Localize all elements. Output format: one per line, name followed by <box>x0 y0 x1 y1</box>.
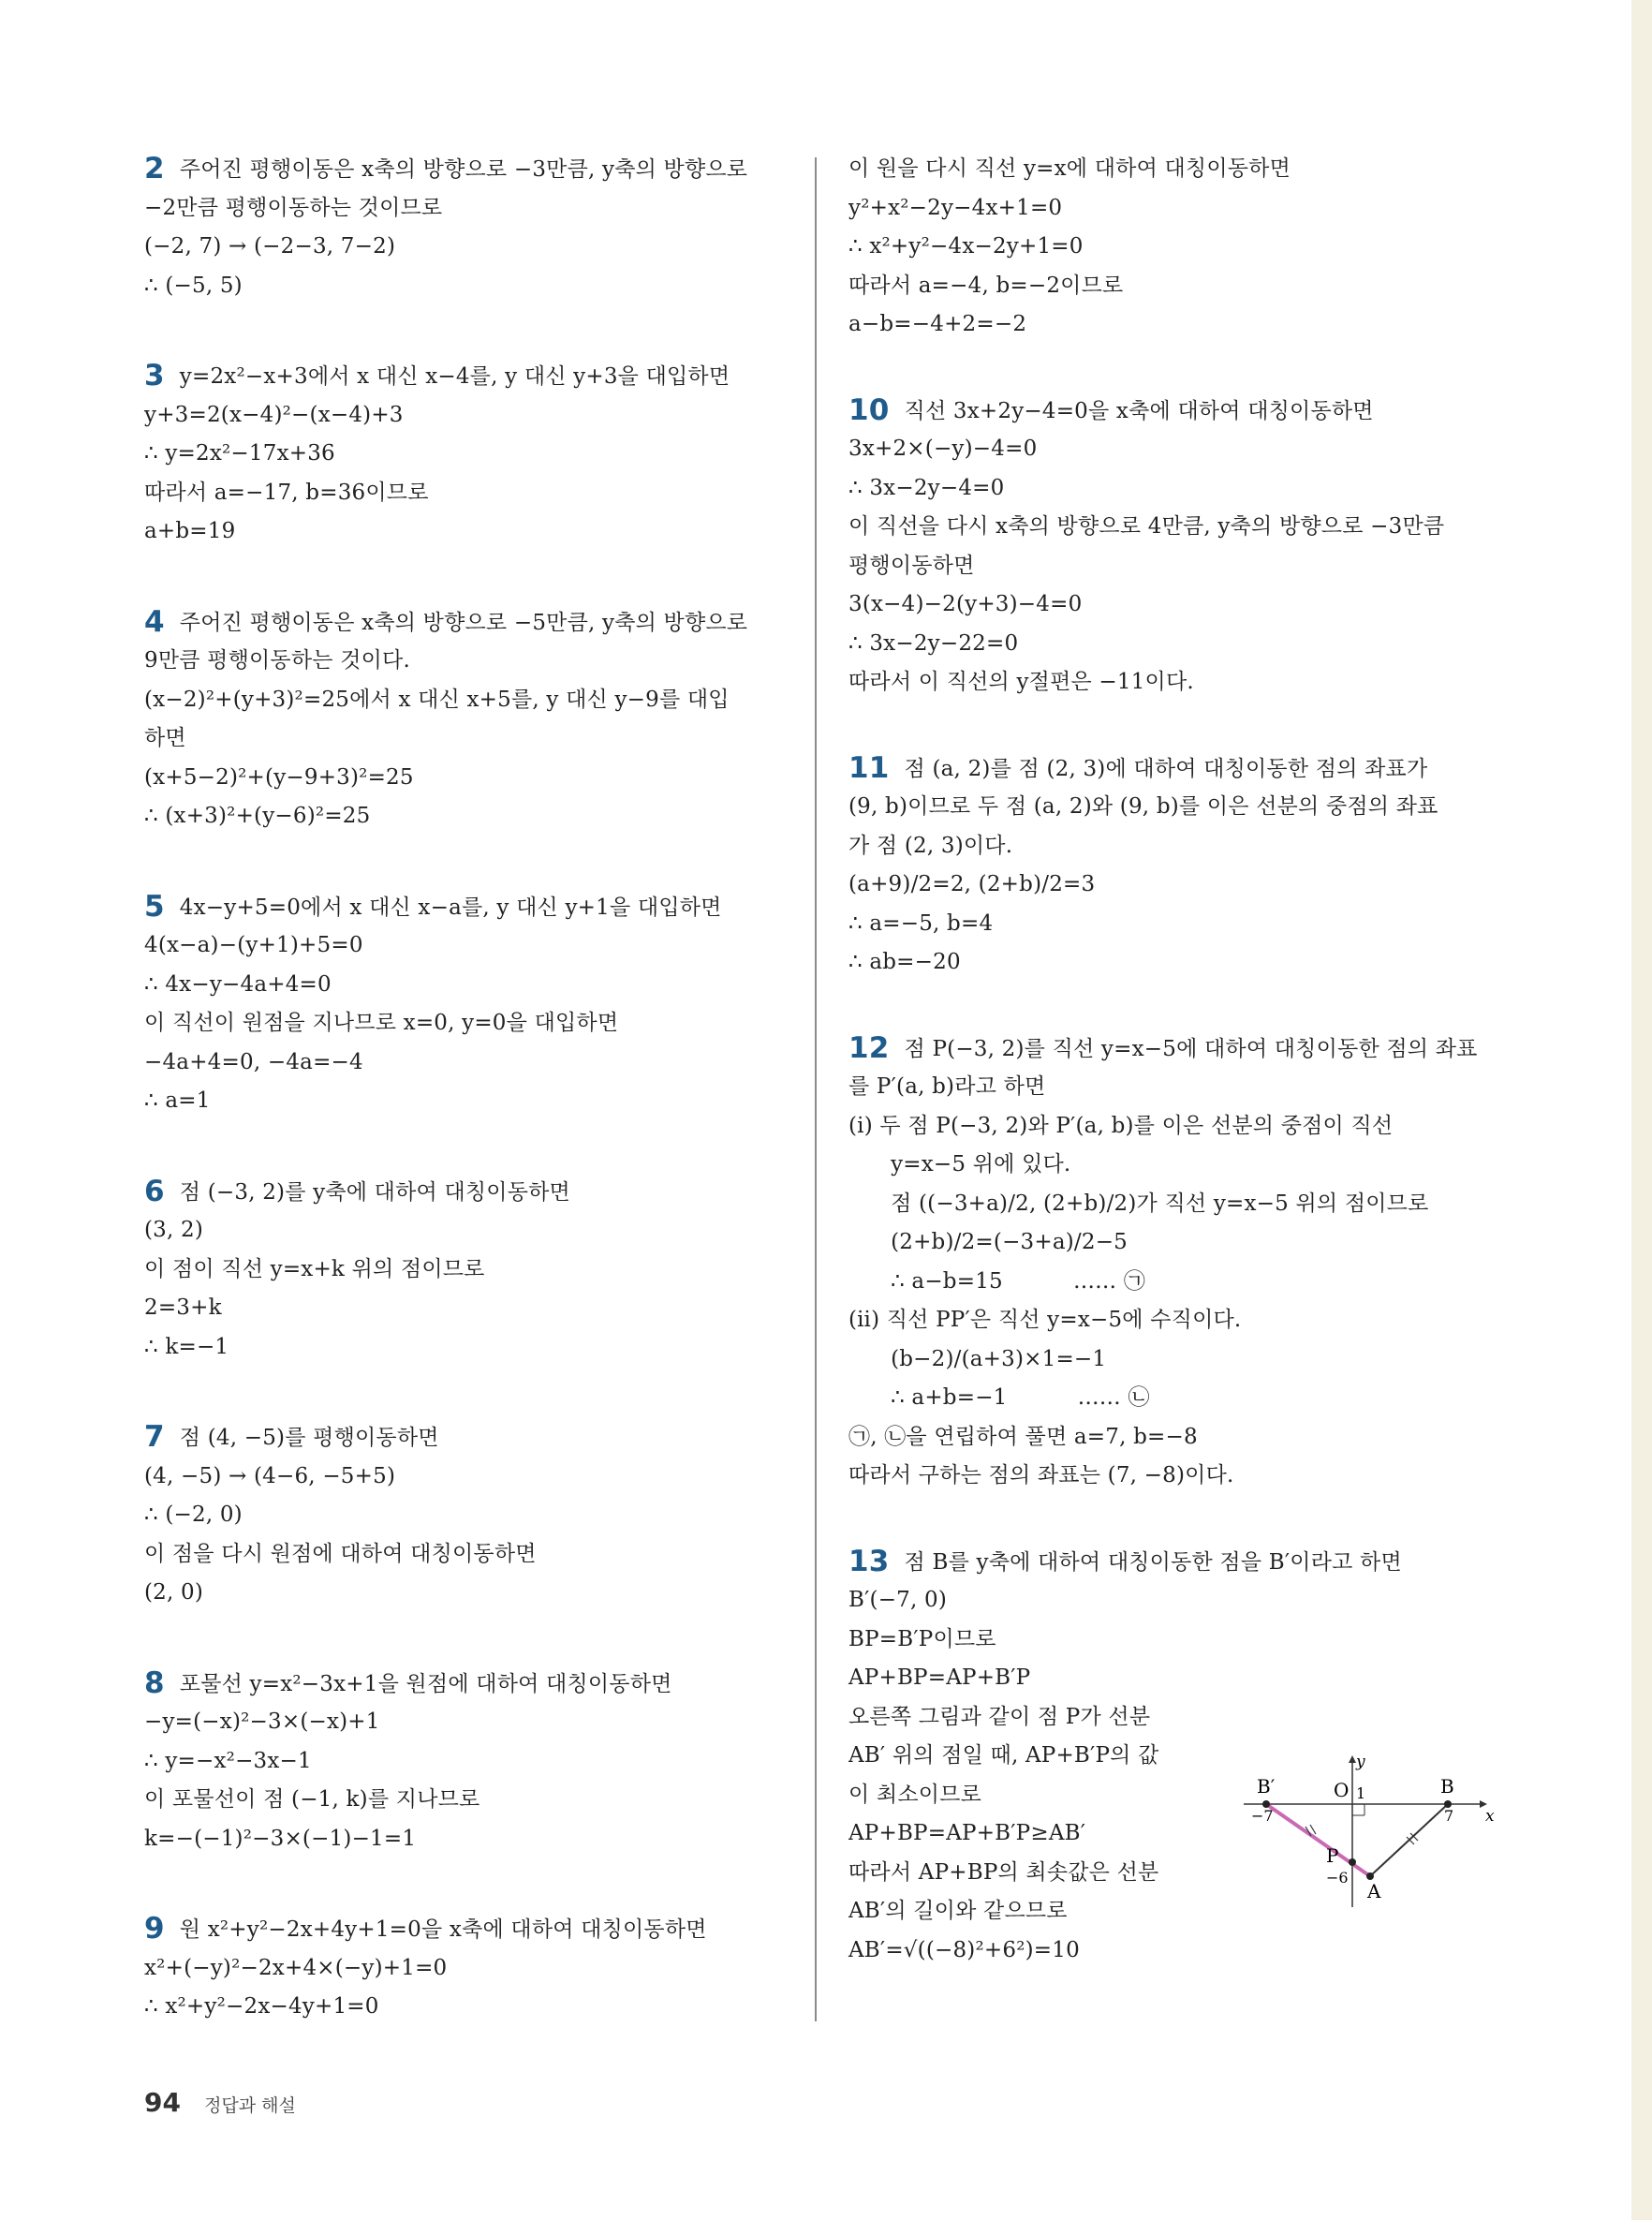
problem-line <box>144 681 790 720</box>
problem-block <box>144 603 790 836</box>
problem-number: 6 <box>144 1174 165 1208</box>
problem-text: B′(−7, 0) <box>848 1588 948 1612</box>
problem-line <box>848 585 1495 625</box>
problem-number: 2 <box>144 152 165 185</box>
problem-line <box>848 1659 1495 1698</box>
problem-line <box>848 547 1495 586</box>
problem-line <box>848 905 1495 944</box>
problem-line <box>144 926 790 966</box>
problem-line <box>144 797 790 836</box>
problem-text: ∴ (x+3)²+(y−6)²=25 <box>144 804 371 828</box>
problem-text: ∴ k=−1 <box>144 1334 229 1359</box>
problem-line <box>144 1211 790 1251</box>
page-number: 94 <box>144 2087 181 2118</box>
problem-text: 4(x−a)−(y+1)+5=0 <box>144 933 363 957</box>
problem-number: 7 <box>144 1420 165 1454</box>
problem-text: 점 ((−3+a)/2, (2+b)/2)가 직선 y=x−5 위의 점이므로 <box>848 1191 1429 1216</box>
problem-text: (3, 2) <box>144 1218 204 1242</box>
problem-text: ∴ a+b=−1 …… ㉡ <box>848 1385 1150 1410</box>
problem-block <box>144 1910 790 2027</box>
problem-number: 9 <box>144 1912 165 1946</box>
problem-line <box>848 228 1495 267</box>
problem-line <box>848 1814 1223 1854</box>
problem-text: 원 x²+y²−2x+4y+1=0을 x축에 대하여 대칭이동하면 <box>179 1917 707 1942</box>
problem-text: (ⅰ) 두 점 P(−3, 2)와 P′(a, b)를 이은 선분의 중점이 직선 <box>848 1113 1394 1138</box>
problem-text: (x+5−2)²+(y−9+3)²=25 <box>144 764 414 790</box>
problem-block <box>144 888 790 1121</box>
problem-line <box>144 1458 790 1497</box>
problem-text: ∴ y=−x²−3x−1 <box>144 1748 312 1773</box>
problem-line <box>848 1581 1495 1621</box>
problem-text: BP=B′P이므로 <box>848 1626 996 1651</box>
problem-line <box>848 1185 1495 1224</box>
problem-text: 오른쪽 그림과 같이 점 P가 선분 <box>848 1704 1151 1729</box>
problem-line <box>848 392 1495 431</box>
problem-line <box>848 788 1495 827</box>
footer-title: 정답과 해설 <box>204 2095 296 2116</box>
problem-line <box>144 1665 790 1704</box>
label-o: O <box>1334 1779 1350 1801</box>
label-x: x <box>1485 1807 1495 1826</box>
problem-number: 13 <box>848 1544 890 1578</box>
problem-line <box>848 1892 1223 1931</box>
problem-text: 이 최소이므로 <box>848 1782 982 1807</box>
problem-text: (−2, 7) → (−2−3, 7−2) <box>144 234 396 259</box>
problem-line <box>848 1379 1495 1418</box>
problem-line <box>144 642 790 681</box>
problem-text: (9, b)이므로 두 점 (a, 2)와 (9, b)를 이은 선분의 중점의 좌표 <box>848 794 1438 819</box>
label-b: B <box>1440 1775 1454 1798</box>
column-divider <box>815 157 817 2021</box>
problem-line <box>144 1949 790 1989</box>
problem-line <box>144 1251 790 1290</box>
problem-text: (x−2)²+(y+3)²=25에서 x 대신 x+5를, y 대신 y−9를 대입 <box>144 687 730 712</box>
problem-line <box>848 469 1495 509</box>
problem-line <box>144 512 790 552</box>
problem-line <box>848 1621 1495 1660</box>
problem-line <box>144 1820 790 1859</box>
problem-text: −4a+4=0, −4a=−4 <box>144 1049 363 1074</box>
label-p: P <box>1326 1844 1339 1867</box>
problem-line <box>848 749 1495 789</box>
problem-line <box>144 1703 790 1742</box>
label-neg6: −6 <box>1326 1869 1349 1887</box>
problem-number: 5 <box>144 889 165 924</box>
problem-text: 를 P′(a, b)라고 하면 <box>848 1074 1046 1099</box>
problem-text: 이 직선을 다시 x축의 방향으로 4만큼, y축의 방향으로 −3만큼 <box>848 514 1445 539</box>
problem-line <box>144 1173 790 1212</box>
problem-text: AB′=√((−8)²+6²)=10 <box>848 1937 1080 1962</box>
problem-number: 4 <box>144 604 165 639</box>
problem-text: 이 원을 다시 직선 y=x에 대하여 대칭이동하면 <box>848 156 1291 181</box>
right-column <box>848 150 1495 1970</box>
problem-text: 주어진 평행이동은 x축의 방향으로 −5만큼, y축의 방향으로 <box>179 610 748 635</box>
problem-line <box>144 1781 790 1820</box>
problem-line <box>144 267 790 306</box>
problem-text: ∴ a=−5, b=4 <box>848 910 994 936</box>
problem-text: 직선 3x+2y−4=0을 x축에 대하여 대칭이동하면 <box>904 398 1374 423</box>
problem-text: 따라서 이 직선의 y절편은 −11이다. <box>848 670 1194 694</box>
problem-text: 점 (a, 2)를 점 (2, 3)에 대하여 대칭이동한 점의 좌표가 <box>904 756 1428 781</box>
problem-text: ∴ a=1 <box>144 1088 211 1113</box>
problem-line <box>144 1535 790 1575</box>
point-a <box>1366 1872 1374 1880</box>
y-axis-arrow-icon <box>1349 1755 1356 1763</box>
problem-line <box>144 228 790 267</box>
problem-line <box>848 1146 1495 1185</box>
problem-number: 10 <box>848 392 890 427</box>
problem-line <box>144 1574 790 1613</box>
page-footer <box>144 2087 296 2118</box>
problem-text: 이 점을 다시 원점에 대하여 대칭이동하면 <box>144 1541 537 1566</box>
problem-line <box>144 1289 790 1328</box>
problem-text: AP+BP=AP+B′P <box>848 1665 1031 1690</box>
problem-line <box>144 603 790 643</box>
problem-line <box>144 189 790 229</box>
problem-text: 따라서 AP+BP의 최솟값은 선분 <box>848 1859 1159 1885</box>
problem-text: (2+b)/2=(−3+a)/2−5 <box>848 1230 1128 1254</box>
problem-line <box>144 1082 790 1121</box>
problem-line <box>848 1931 1495 1971</box>
problem-text: 포물선 y=x²−3x+1을 원점에 대하여 대칭이동하면 <box>179 1671 672 1696</box>
problem-text: 9만큼 평행이동하는 것이다. <box>144 648 410 673</box>
problem-text: 가 점 (2, 3)이다. <box>848 833 1013 858</box>
problem-text: ∴ (−2, 0) <box>144 1502 243 1527</box>
problem-text: 하면 <box>144 726 186 750</box>
problem-text: ∴ 4x−y−4a+4=0 <box>144 971 332 997</box>
problem-line <box>144 1004 790 1043</box>
problem-line <box>848 150 1495 189</box>
left-column <box>144 150 790 2027</box>
problem-text: 따라서 a=−4, b=−2이므로 <box>848 273 1124 298</box>
problem-block <box>144 1665 790 1859</box>
problem-text: ∴ 3x−2y−22=0 <box>848 630 1019 656</box>
problem-line <box>848 189 1495 229</box>
problem-text: (ⅱ) 직선 PP′은 직선 y=x−5에 수직이다. <box>848 1308 1242 1332</box>
problem-text: 2=3+k <box>144 1295 222 1320</box>
problem-line <box>848 267 1495 306</box>
problem-line <box>144 1496 790 1535</box>
problem-text: (a+9)/2=2, (2+b)/2=3 <box>848 872 1096 896</box>
problem-text: ∴ (−5, 5) <box>144 273 243 298</box>
problem-text: 평행이동하면 <box>848 553 975 578</box>
coordinate-figure <box>1234 1750 1497 1918</box>
problem-text: y²+x²−2y−4x+1=0 <box>848 195 1063 220</box>
problem-line <box>144 474 790 513</box>
problem-text: 3x+2×(−y)−4=0 <box>848 437 1038 461</box>
problem-text: AB′의 길이와 같으므로 <box>848 1899 1068 1923</box>
problem-line <box>144 1742 790 1782</box>
problem-text: AB′ 위의 점일 때, AP+B′P의 값 <box>848 1743 1159 1768</box>
label-seven: 7 <box>1444 1807 1454 1825</box>
problem-line <box>848 1223 1495 1263</box>
problem-line <box>144 396 790 436</box>
problem-block <box>848 1029 1495 1496</box>
problem-line <box>848 943 1495 983</box>
problem-text: k=−(−1)²−3×(−1)−1=1 <box>144 1826 417 1851</box>
problem-line <box>848 866 1495 905</box>
problem-text: −2만큼 평행이동하는 것이므로 <box>144 195 443 220</box>
problem-text: a+b=19 <box>144 519 236 543</box>
problem-text: y=2x²−x+3에서 x 대신 x−4를, y 대신 y+3을 대입하면 <box>179 364 730 389</box>
problem-text: ㉠, ㉡을 연립하여 풀면 a=7, b=−8 <box>848 1424 1198 1449</box>
problem-text: (b−2)/(a+3)×1=−1 <box>848 1346 1107 1371</box>
problem-line <box>848 1457 1495 1496</box>
problem-line <box>144 435 790 474</box>
problem-line <box>144 1328 790 1368</box>
problem-block <box>144 357 790 552</box>
problem-line <box>144 759 790 798</box>
problem-line <box>848 625 1495 664</box>
problem-line <box>144 719 790 759</box>
problem-text: 따라서 구하는 점의 좌표는 (7, −8)이다. <box>848 1463 1234 1487</box>
problem-line <box>848 663 1495 703</box>
problem-block <box>144 1418 790 1613</box>
problem-line <box>848 1543 1495 1582</box>
problem-line <box>144 1910 790 1949</box>
problem-text: ∴ 3x−2y−4=0 <box>848 475 1005 500</box>
label-y: y <box>1356 1753 1365 1771</box>
problem-line <box>144 966 790 1005</box>
problem-line <box>144 357 790 396</box>
problem-line <box>848 1107 1495 1147</box>
problem-text: 이 직선이 원점을 지나므로 x=0, y=0을 대입하면 <box>144 1011 619 1035</box>
problem-line <box>144 150 790 189</box>
problem-line <box>848 1418 1495 1458</box>
problem-line <box>848 827 1495 866</box>
problem-line <box>848 1068 1495 1107</box>
segment-ab <box>1370 1804 1448 1876</box>
problem-line <box>848 1776 1223 1815</box>
problem-text: (4, −5) → (4−6, −5+5) <box>144 1463 396 1488</box>
label-one: 1 <box>1356 1784 1366 1802</box>
problem-line <box>848 430 1495 469</box>
problem-block <box>848 150 1495 345</box>
problem-line <box>848 508 1495 547</box>
problem-text: 4x−y+5=0에서 x 대신 x−a를, y 대신 y+1을 대입하면 <box>179 895 722 920</box>
problem-text: 점 (4, −5)를 평행이동하면 <box>179 1426 439 1450</box>
problem-text: 따라서 a=−17, b=36이므로 <box>144 480 429 505</box>
problem-text: a−b=−4+2=−2 <box>848 312 1027 336</box>
page-edge-strip <box>1631 0 1652 2220</box>
problem-text: 점 B를 y축에 대하여 대칭이동한 점을 B′이라고 하면 <box>904 1549 1402 1575</box>
problem-block <box>848 392 1495 703</box>
problem-text: −y=(−x)²−3×(−x)+1 <box>144 1709 380 1734</box>
problem-text: x²+(−y)²−2x+4×(−y)+1=0 <box>144 1955 448 1980</box>
equal-mark-2 <box>1310 1825 1316 1834</box>
problem-number: 3 <box>144 359 165 392</box>
problem-text: ∴ a−b=15 …… ㉠ <box>848 1268 1146 1294</box>
problem-text: 주어진 평행이동은 x축의 방향으로 −3만큼, y축의 방향으로 <box>179 157 748 182</box>
problem-line <box>144 1043 790 1083</box>
problem-text: y=x−5 위에 있다. <box>848 1152 1071 1177</box>
problem-text: ∴ x²+y²−4x−2y+1=0 <box>848 234 1084 259</box>
problem-text: y+3=2(x−4)²−(x−4)+3 <box>144 402 404 427</box>
label-neg7: −7 <box>1251 1807 1274 1825</box>
problem-line <box>848 305 1495 345</box>
problem-text: 점 P(−3, 2)를 직선 y=x−5에 대하여 대칭이동한 점의 좌표 <box>904 1036 1478 1061</box>
problem-line <box>144 888 790 927</box>
problem-line <box>144 1418 790 1458</box>
problem-number: 12 <box>848 1030 890 1065</box>
problem-text: 이 포물선이 점 (−1, k)를 지나므로 <box>144 1787 480 1812</box>
label-a: A <box>1367 1880 1381 1902</box>
problem-text: AP+BP=AP+B′P≥AB′ <box>848 1821 1086 1845</box>
problem-text: (2, 0) <box>144 1580 204 1605</box>
problem-block <box>848 749 1495 983</box>
problem-text: 3(x−4)−2(y+3)−4=0 <box>848 592 1083 616</box>
problem-line <box>848 1698 1223 1738</box>
problem-number: 11 <box>848 750 890 785</box>
problem-line <box>848 1340 1495 1380</box>
point-p <box>1349 1858 1356 1866</box>
problem-text: ∴ ab=−20 <box>848 950 961 974</box>
problem-number: 8 <box>144 1665 165 1700</box>
problem-text: ∴ x²+y²−2x−4y+1=0 <box>144 1994 379 2019</box>
problem-line <box>848 1029 1495 1069</box>
problem-block <box>144 1173 790 1368</box>
problem-text: 이 점이 직선 y=x+k 위의 점이므로 <box>144 1256 485 1281</box>
problem-text: 점 (−3, 2)를 y축에 대하여 대칭이동하면 <box>179 1179 570 1205</box>
label-b-prime: B′ <box>1257 1775 1276 1798</box>
problem-line <box>848 1263 1495 1302</box>
problem-line <box>848 1301 1495 1340</box>
problem-line <box>848 1737 1223 1776</box>
problem-text: ∴ y=2x²−17x+36 <box>144 441 335 466</box>
problem-line <box>848 1854 1223 1893</box>
problem-line <box>144 1988 790 2027</box>
problem-block <box>144 150 790 305</box>
